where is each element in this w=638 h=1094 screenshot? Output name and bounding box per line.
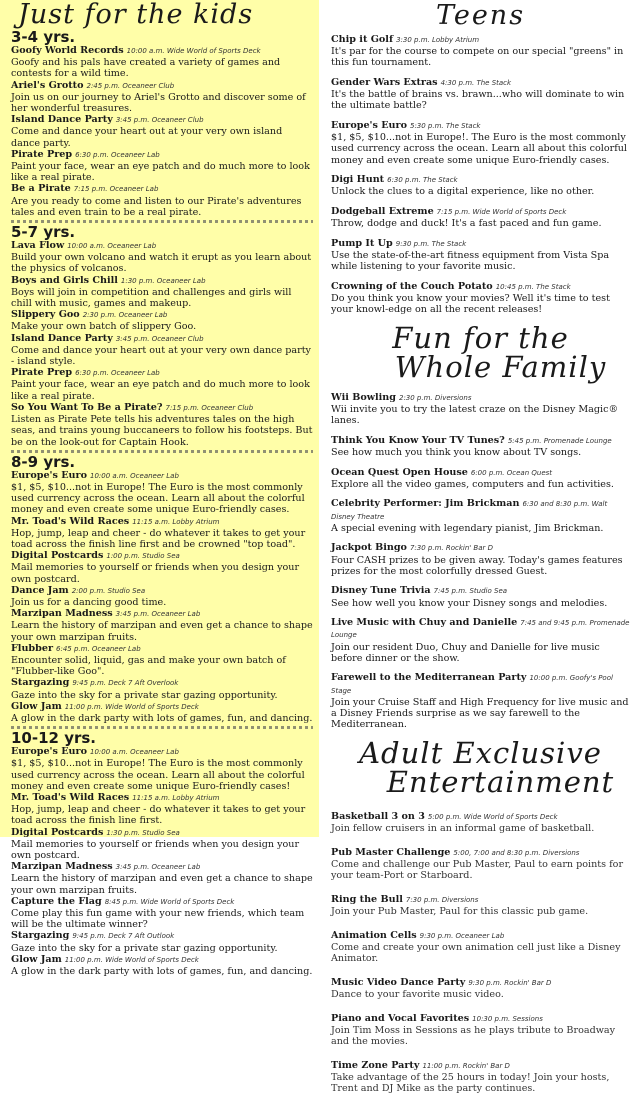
event-description: Are you ready to come and listen to our Pirate's adventures tales and even train to be a real pirate. xyxy=(11,195,302,218)
event-title: Europe's Euro xyxy=(331,120,407,131)
event-item xyxy=(331,585,630,608)
event-description: $1, $5, $10...not in Europe! The Euro is the most commonly used currency across the ocean. Learn all about the colorful money and even create some unique Euro-friendly cases. xyxy=(11,481,305,516)
event-time: 3:45 p.m. Oceaneer Lab xyxy=(115,610,201,619)
event-time: 6:30 p.m. Oceaneer Lab xyxy=(75,369,160,378)
event-time: 11:00 p.m. Wide World of Sports Deck xyxy=(64,702,199,711)
event-title: Stargazing xyxy=(11,930,70,942)
event-description: Come play this fun game with your new friends, which team will be the ultimate winner? xyxy=(11,908,305,931)
event-title: Pub Master Challenge xyxy=(331,846,451,858)
event-title: Glow Jam xyxy=(11,700,62,712)
event-time: 2:45 p.m. Oceaneer Club xyxy=(86,81,175,90)
event-description: Join Tim Moss in Sessions as he plays tribute to Broadway and the movies. xyxy=(331,1024,616,1048)
teens-heading: Teens xyxy=(435,0,526,31)
event-item xyxy=(11,585,313,608)
event-item xyxy=(331,206,630,229)
event-description: Come and challenge our Pub Master, Paul to earn points for your team-Port or Starboard. xyxy=(331,858,624,882)
event-item xyxy=(11,643,313,678)
event-title: Digi Hunt xyxy=(331,174,385,186)
age-group-heading: 8-9 yrs. xyxy=(11,452,76,471)
event-time: 2:30 p.m. Diversions xyxy=(398,393,472,402)
family-heading-line2: Whole Family xyxy=(394,349,607,384)
adult-heading-line2: Entertainment xyxy=(386,764,615,799)
event-item xyxy=(331,811,630,834)
event-description: A glow in the dark party with lots of games, fun, and dancing. xyxy=(11,712,313,724)
event-item xyxy=(11,861,313,896)
event-item xyxy=(11,333,313,368)
event-item xyxy=(331,238,630,273)
event-description: Join us for a dancing good time. xyxy=(11,596,167,608)
event-item xyxy=(331,281,630,316)
event-description: Learn the history of marzipan and even get a chance to shape your own marzipan fruits. xyxy=(11,620,313,643)
event-description: Unlock the clues to a digital experience, like no other. xyxy=(331,186,595,198)
event-title: Ring the Bull xyxy=(331,893,403,905)
event-description: Join fellow cruisers in an informal game of basketball. xyxy=(331,823,595,834)
event-time: 5:30 p.m. The Stack xyxy=(409,122,481,130)
event-time: 3:45 p.m. Oceaneer Lab xyxy=(115,863,201,872)
event-title: Lava Flow xyxy=(11,240,65,252)
event-item xyxy=(11,470,313,516)
event-title: Animation Cells xyxy=(331,929,417,941)
event-description: Do you think you know your movies? Well it's time to test your knowl-edge on all the recent releases! xyxy=(331,293,610,316)
teens-events xyxy=(331,34,630,315)
event-item xyxy=(331,894,630,917)
event-title: Pirate Prep xyxy=(11,148,73,160)
event-description: Wii invite you to try the latest craze on the Disney Magic® lanes. xyxy=(331,404,619,427)
event-description: Come and dance your heart out at your very own island dance party. xyxy=(11,126,283,149)
event-time: 1:30 p.m. Studio Sea xyxy=(106,828,180,837)
event-description: Join your Pub Master, Paul for this classic pub game. xyxy=(331,906,589,918)
event-time: 10:00 a.m. Oceaneer Lab xyxy=(89,748,179,757)
event-time: 6:30 p.m. The Stack xyxy=(387,176,458,185)
event-time: 7:15 p.m. Wide World of Sports Deck xyxy=(436,208,567,216)
event-description: It's the battle of brains vs. brawn...who will dominate to win the ultimate battle? xyxy=(331,89,625,112)
event-description: Take advantage of the 25 hours in today! Join your hosts, Trent and DJ Mike as the party continues. xyxy=(331,1072,610,1094)
event-title: Disney Tune Trivia xyxy=(331,585,431,597)
event-title: Crowning of the Couch Potato xyxy=(331,280,493,292)
event-time: 3:30 p.m. Lobby Atrium xyxy=(396,36,480,44)
section-divider xyxy=(11,450,313,453)
right-column xyxy=(319,0,638,1094)
event-title: Time Zone Party xyxy=(331,1059,420,1071)
event-description: Mail memories to yourself or friends when you design your own postcard. xyxy=(11,838,300,861)
event-item xyxy=(11,114,313,149)
event-title: Island Dance Party xyxy=(11,114,113,126)
event-title: Stargazing xyxy=(11,677,70,689)
event-time: 6:00 p.m. Ocean Quest xyxy=(470,468,553,477)
event-description: Come and dance your heart out at your very own dance party - island style. xyxy=(11,344,311,368)
event-description: See how well you know your Disney songs and melodies. xyxy=(331,597,608,609)
event-item xyxy=(331,467,630,490)
event-item xyxy=(11,45,313,80)
adult-events xyxy=(331,811,630,1094)
kids-groups xyxy=(11,29,313,977)
event-item xyxy=(331,392,630,427)
event-description: Join our resident Duo, Chuy and Danielle for live music before dinner or the show. xyxy=(331,641,600,664)
event-time: 9:45 p.m. Deck 7 Aft Overlook xyxy=(72,679,179,688)
event-item xyxy=(11,367,313,402)
event-time: 6:30 and 8:30 p.m. Walt Disney Theatre xyxy=(331,500,608,521)
event-item xyxy=(331,930,630,965)
event-item xyxy=(331,1013,630,1048)
event-time: 10:00 p.m. Goofy's Pool Stage xyxy=(331,674,613,695)
event-description: Gaze into the sky for a private star gazing opportunity. xyxy=(11,942,278,954)
event-description: See how much you think you know about TV songs. xyxy=(331,447,582,458)
event-title: Dance Jam xyxy=(11,584,69,596)
event-time: 9:30 p.m. The Stack xyxy=(395,239,467,248)
event-time: 6:45 p.m. Oceaneer Lab xyxy=(56,644,141,653)
event-time: 10:30 p.m. Sessions xyxy=(472,1014,543,1023)
event-time: 10:00 a.m. Wide World of Sports Deck xyxy=(126,47,261,55)
event-time: 1:30 p.m. Oceaneer Lab xyxy=(120,276,206,285)
event-title: Mr. Toad's Wild Races xyxy=(11,791,130,803)
event-title: Europe's Euro xyxy=(11,469,87,481)
event-title: Wii Bowling xyxy=(331,391,396,403)
event-time: 7:45 p.m. Studio Sea xyxy=(433,587,508,596)
event-title: Digital Postcards xyxy=(11,826,104,838)
event-title: Island Dance Party xyxy=(11,332,113,344)
event-time: 9:30 p.m. Oceaneer Lab xyxy=(419,931,505,940)
event-item xyxy=(11,608,313,643)
event-item xyxy=(11,792,313,827)
event-title: Europe's Euro xyxy=(11,746,87,758)
event-description: $1, $5, $10...not in Europe! The Euro is the most commonly used currency across the ocean. Learn all about the colorful money and even create some unique Euro-friendly cases! xyxy=(11,758,305,792)
event-item xyxy=(11,516,313,551)
event-title: Flubber xyxy=(11,642,54,654)
adult-heading-line1: Adult Exclusive xyxy=(359,735,602,770)
kids-heading: Just for the kids xyxy=(18,0,254,30)
age-group-heading: 3-4 yrs. xyxy=(11,28,76,46)
event-time: 5:00, 7:00 and 8:30 p.m. Diversions xyxy=(453,848,580,857)
event-time: 11:00 p.m. Wide World of Sports Deck xyxy=(64,955,199,964)
event-time: 2:00 p.m. Studio Sea xyxy=(71,586,146,595)
event-title: Gender Wars Extras xyxy=(331,77,438,88)
event-item xyxy=(11,954,313,977)
event-title: Mr. Toad's Wild Races xyxy=(11,515,130,527)
event-title: Ocean Quest Open House xyxy=(331,466,468,478)
event-description: Dance to your favorite music video. xyxy=(331,989,504,1001)
event-time: 11:15 a.m. Lobby Atrium xyxy=(132,517,220,526)
event-item xyxy=(11,701,313,724)
family-heading xyxy=(331,320,630,384)
event-time: 3:45 p.m. Oceaneer Club xyxy=(115,334,204,343)
event-time: 10:00 a.m. Oceaneer Lab xyxy=(89,471,179,480)
event-item xyxy=(331,977,630,1000)
event-title: Goofy World Records xyxy=(11,45,124,56)
event-description: Make your own batch of slippery Goo. xyxy=(11,321,197,333)
event-title: Slippery Goo xyxy=(11,309,80,321)
event-description: Join us on our journey to Ariel's Grotto and discover some of her wonderful treasures. xyxy=(11,91,306,115)
event-title: Pump It Up xyxy=(331,237,393,249)
event-description: A special evening with legendary pianist, Jim Brickman. xyxy=(331,522,604,534)
event-title: Think You Know Your TV Tunes? xyxy=(331,434,505,446)
event-time: 7:30 p.m. Diversions xyxy=(405,895,479,904)
event-item xyxy=(331,542,630,577)
event-time: 4:30 p.m. The Stack xyxy=(440,79,512,87)
event-item xyxy=(331,174,630,197)
event-title: Boys and Girls Chill xyxy=(11,274,118,286)
event-description: Come and create your own animation cell just like a Disney Animator. xyxy=(331,941,621,965)
event-time: 2:30 p.m. Oceaneer Lab xyxy=(82,311,168,320)
event-description: Hop, jump, leap and cheer - do whatever it takes to get your toad across the finish line first and be crowned "top toad". xyxy=(11,527,306,550)
event-time: 11:00 p.m. Rockin' Bar D xyxy=(422,1061,510,1070)
event-description: Paint your face, wear an eye patch and do much more to look like a real pirate. xyxy=(11,161,310,184)
event-description: Learn the history of marzipan and even get a chance to shape your own marzipan fruits. xyxy=(11,873,313,896)
event-time: 6:30 p.m. Oceaneer Lab xyxy=(75,150,160,159)
event-time: 8:45 p.m. Wide World of Sports Deck xyxy=(104,897,235,906)
event-item xyxy=(331,1060,630,1094)
event-description: Boys will join in competition and challenges and girls will chill with music, games and makeup. xyxy=(11,286,292,310)
family-events xyxy=(331,392,630,731)
event-description: Encounter solid, liquid, gas and make your own batch of "Flubber-like Goo". xyxy=(11,654,286,678)
event-title: Digital Postcards xyxy=(11,550,104,562)
event-description: Explore all the video games, computers and fun activities. xyxy=(331,478,614,490)
event-title: Capture the Flag xyxy=(11,895,102,907)
event-title: Be a Pirate xyxy=(11,183,71,195)
event-time: 7:30 p.m. Rockin' Bar D xyxy=(409,544,494,553)
event-time: 9:45 p.m. Deck 7 Aft Outlook xyxy=(72,932,175,941)
event-description: Listen as Pirate Pete tells his adventures tales on the high seas, and trains young buccaneers to follow his footsteps. But be on the look-out for Captain Hook. xyxy=(11,414,313,448)
event-item xyxy=(11,827,313,862)
family-heading-line1: Fun for the xyxy=(392,320,569,355)
event-description: It's par for the course to compete on our special "greens" in this fun tournament. xyxy=(331,46,624,69)
age-group-heading: 5-7 yrs. xyxy=(11,223,76,242)
event-time: 5:45 p.m. Promenade Lounge xyxy=(507,436,612,445)
event-item xyxy=(11,309,313,332)
adult-heading xyxy=(331,735,630,799)
event-item xyxy=(11,402,313,448)
event-time: 3:45 p.m. Oceaneer Club xyxy=(115,116,204,125)
section-divider xyxy=(11,726,313,729)
event-time: 10:45 p.m. The Stack xyxy=(495,282,571,291)
event-item xyxy=(331,672,630,730)
event-title: Live Music with Chuy and Danielle xyxy=(331,617,518,629)
event-title: Marzipan Madness xyxy=(11,608,113,620)
event-item xyxy=(331,847,630,882)
event-title: Dodgeball Extreme xyxy=(331,206,434,217)
event-time: 7:15 p.m. Oceaneer Club xyxy=(165,403,254,412)
event-item xyxy=(331,77,630,112)
event-description: Goofy and his pals have created a variety of games and contests for a wild time. xyxy=(11,57,281,80)
event-description: Hop, jump, leap and cheer - do whatever it takes to get your toad across the finish line first. xyxy=(11,804,306,827)
event-title: Ariel's Grotto xyxy=(11,79,84,91)
event-item xyxy=(331,34,630,69)
event-title: Farewell to the Mediterranean Party xyxy=(331,672,527,684)
event-time: 1:00 p.m. Studio Sea xyxy=(106,552,180,561)
event-item xyxy=(331,435,630,458)
event-item xyxy=(331,498,630,534)
event-item xyxy=(11,930,313,953)
event-time: 9:30 p.m. Rockin' Bar D xyxy=(468,978,552,987)
event-description: Build your own volcano and watch it erupt as you learn about the physics of volcanos. xyxy=(11,252,312,275)
event-item xyxy=(11,183,313,218)
event-title: Glow Jam xyxy=(11,953,62,965)
event-title: Pirate Prep xyxy=(11,367,73,379)
event-description: Throw, dodge and duck! It's a fast paced and fun game. xyxy=(331,218,602,230)
event-item xyxy=(11,896,313,931)
event-time: 7:45 and 9:45 p.m. Promenade Lounge xyxy=(331,619,630,640)
event-title: Jackpot Bingo xyxy=(331,542,407,554)
event-item xyxy=(11,746,313,792)
event-time: 5:00 p.m. Wide World of Sports Deck xyxy=(427,812,558,821)
event-title: Marzipan Madness xyxy=(11,861,113,873)
event-description: Use the state-of-the-art fitness equipment from Vista Spa while listening to your favorite music. xyxy=(331,250,610,273)
event-item xyxy=(11,275,313,310)
event-description: Four CASH prizes to be given away. Today's games features prizes for the most colorfully dressed Guest. xyxy=(331,554,623,577)
event-title: Chip it Golf xyxy=(331,34,394,45)
event-title: Music Video Dance Party xyxy=(331,976,466,988)
event-title: Celebrity Performer: Jim Brickman xyxy=(331,498,520,510)
event-title: Piano and Vocal Favorites xyxy=(331,1012,470,1024)
event-title: Basketball 3 on 3 xyxy=(331,810,425,822)
event-item xyxy=(331,120,630,166)
event-time: 11:15 a.m. Lobby Atrium xyxy=(132,793,220,802)
event-description: Mail memories to yourself or friends when you design your own postcard. xyxy=(11,562,300,585)
event-title: So You Want To Be a Pirate? xyxy=(11,401,163,413)
section-divider xyxy=(11,220,313,223)
event-description: Join your Cruise Staff and High Frequency for live music and a Disney Friends surprise as we say farewell to the Mediterranean. xyxy=(331,696,629,731)
event-item xyxy=(11,240,313,275)
event-time: 7:15 p.m. Oceaneer Lab xyxy=(73,185,159,194)
event-item xyxy=(11,550,313,585)
event-item xyxy=(11,677,313,700)
event-item xyxy=(331,617,630,664)
event-description: Gaze into the sky for a private star gazing opportunity. xyxy=(11,689,278,701)
event-description: Paint your face, wear an eye patch and do much more to look like a real pirate. xyxy=(11,379,310,402)
event-description: $1, $5, $10...not in Europe!. The Euro is the most commonly used currency across the ocean. Learn all about this colorful money and even create some unique Euro-friendly cases. xyxy=(331,132,627,166)
event-item xyxy=(11,149,313,184)
kids-column xyxy=(0,0,319,978)
event-time: 10:00 a.m. Oceaneer Lab xyxy=(67,242,157,251)
event-description: A glow in the dark party with lots of games, fun, and dancing. xyxy=(11,966,313,978)
event-item xyxy=(11,80,313,115)
age-group-heading: 10-12 yrs. xyxy=(11,729,96,748)
